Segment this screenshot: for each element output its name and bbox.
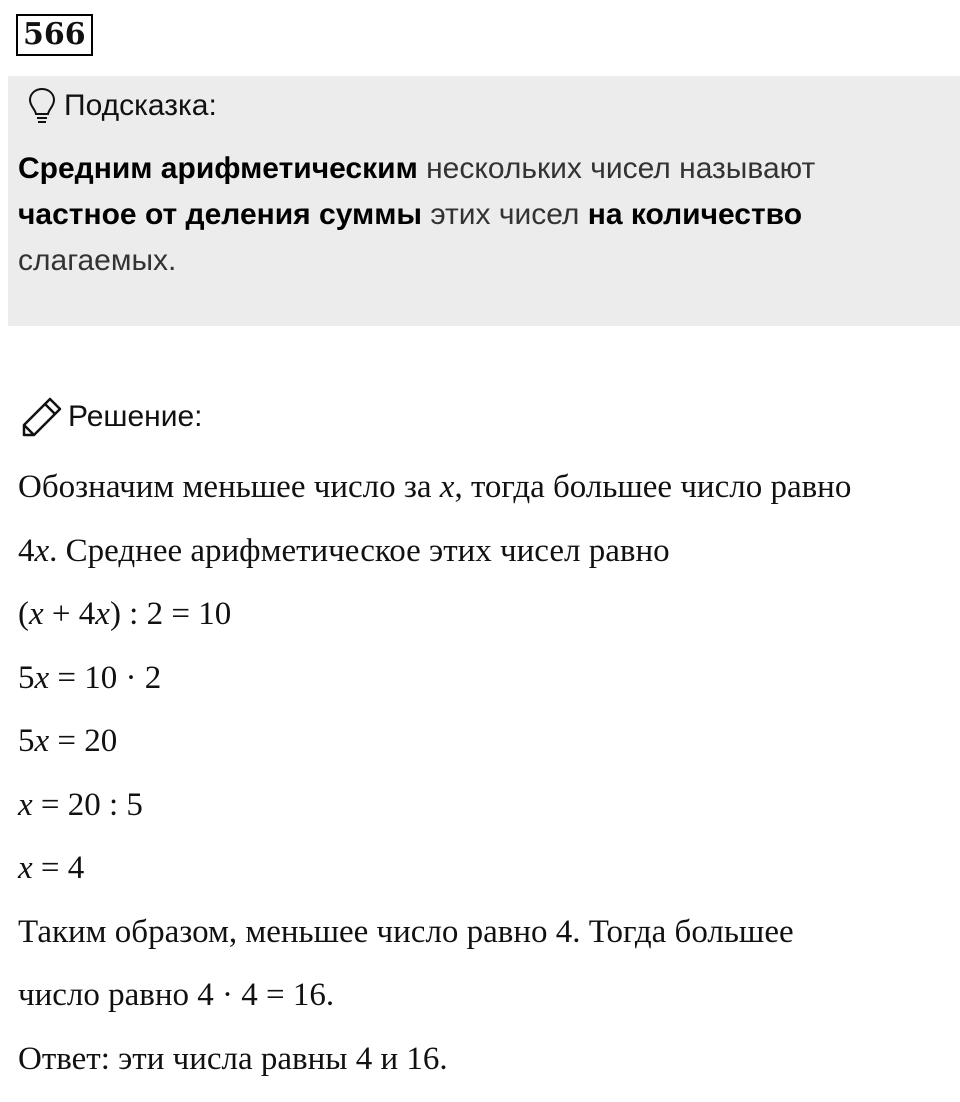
solution-title: Решение: [68,400,203,433]
exercise-number: 566 [16,14,93,56]
equation-3: 5x = 20 [18,723,118,759]
solution-line-8: Таким образом, меньшее число равно 4. Тогда большее [18,913,794,950]
hint-bold-1: Средним арифметическим [18,152,418,185]
solution-line-9: число равно 4 · 4 = 16. [18,977,335,1013]
hint-text [18,146,938,284]
hint-text-2: этих чисел [422,198,588,231]
equation-2: 5x = 10 · 2 [18,659,162,696]
hint-bold-2: частное от деления суммы [18,198,423,231]
solution-text [18,456,948,1091]
solution-line-2: 4x. Среднее арифметическое этих чисел равно [18,532,670,569]
hint-heading [28,84,217,128]
hint-text-1: нескольких чисел называют [417,152,816,185]
lightbulb-icon [28,87,56,125]
hint-panel [8,76,960,326]
solution-line-1: Обозначим меньшее число за x, тогда большее число равно [18,469,852,505]
solution-heading [20,394,202,440]
equation-4: x = 20 : 5 [18,786,143,823]
hint-bold-3: на количество [587,198,803,231]
hint-title: Подсказка: [64,89,217,122]
pencil-icon [20,395,64,439]
answer-line: Ответ: эти числа равны 4 и 16. [18,1040,448,1077]
equation-5: x = 4 [18,850,85,886]
hint-text-3: слагаемых. [18,244,177,277]
equation-1: (x + 4x) : 2 = 10 [18,596,232,632]
